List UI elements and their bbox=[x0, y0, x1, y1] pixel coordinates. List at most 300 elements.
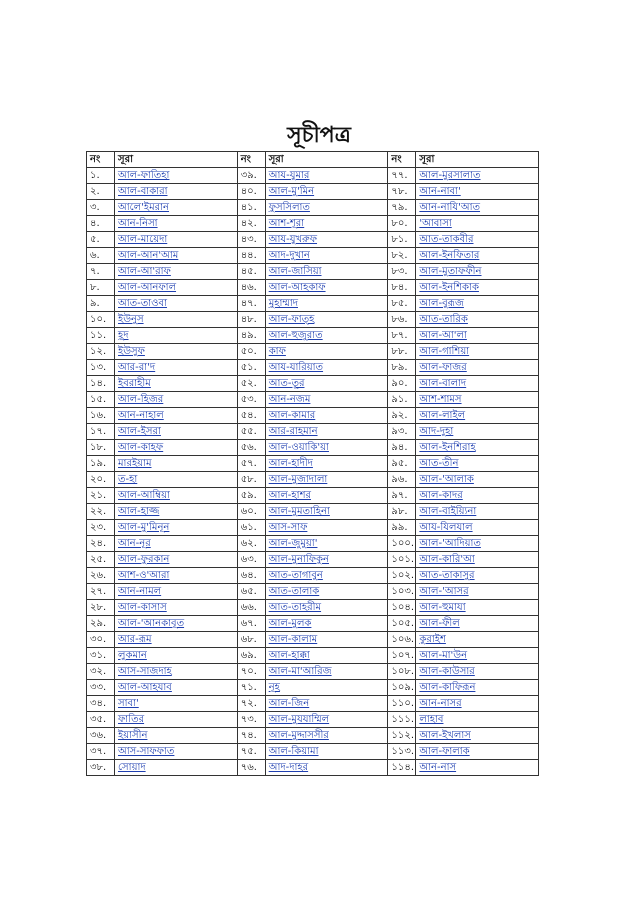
table-row bbox=[87, 408, 539, 424]
surah-number: ৯১. bbox=[388, 392, 416, 408]
surah-link[interactable]: আত-তাকাসুর bbox=[419, 570, 475, 581]
surah-number: ৬৬. bbox=[237, 600, 265, 616]
surah-cell bbox=[265, 632, 388, 648]
surah-link[interactable]: ফুসসিলাত bbox=[268, 202, 310, 213]
table-row bbox=[87, 216, 539, 232]
surah-link[interactable]: আন-নিসা bbox=[118, 218, 158, 229]
surah-cell bbox=[416, 216, 539, 232]
surah-link[interactable]: আল-'আনকাবূত bbox=[118, 618, 185, 629]
surah-link[interactable]: আত-তাওবা bbox=[118, 298, 168, 309]
surah-cell bbox=[115, 712, 238, 728]
surah-number: ৬৩. bbox=[237, 552, 265, 568]
table-row bbox=[87, 680, 539, 696]
table-body bbox=[87, 168, 539, 776]
surah-link[interactable]: আত-তাকবীর bbox=[419, 234, 474, 245]
surah-cell bbox=[265, 408, 388, 424]
surah-number: ১৮. bbox=[87, 440, 115, 456]
surah-link[interactable]: আস-সাফফাত bbox=[118, 746, 175, 757]
surah-cell bbox=[416, 696, 539, 712]
surah-number: ১১০. bbox=[388, 696, 416, 712]
surah-link[interactable]: আল-ইখলাস bbox=[419, 730, 471, 741]
surah-link[interactable]: কাফ bbox=[268, 346, 286, 357]
surah-number: ৬. bbox=[87, 248, 115, 264]
surah-cell bbox=[265, 648, 388, 664]
surah-number: ৭০. bbox=[237, 664, 265, 680]
surah-number: ৭২. bbox=[237, 696, 265, 712]
surah-link[interactable]: আত-তারিক bbox=[419, 314, 468, 325]
surah-link[interactable]: আল-কাউসার bbox=[419, 666, 475, 677]
surah-number: ৭. bbox=[87, 264, 115, 280]
surah-number: ৮৩. bbox=[388, 264, 416, 280]
surah-cell bbox=[115, 440, 238, 456]
surah-number: ৭৪. bbox=[237, 728, 265, 744]
surah-number: ১৫. bbox=[87, 392, 115, 408]
surah-cell bbox=[416, 520, 539, 536]
surah-number: ৯৬. bbox=[388, 472, 416, 488]
surah-link[interactable]: আল-গাশিয়া bbox=[419, 346, 470, 357]
surah-link[interactable]: আল-মুলক bbox=[268, 618, 312, 629]
surah-cell bbox=[265, 216, 388, 232]
surah-cell bbox=[416, 536, 539, 552]
surah-number: ৪৯. bbox=[237, 328, 265, 344]
table-row bbox=[87, 424, 539, 440]
surah-link[interactable]: আল-আম্বিয়া bbox=[118, 490, 170, 501]
surah-cell bbox=[115, 744, 238, 760]
table-row bbox=[87, 232, 539, 248]
surah-link[interactable]: আল-জুমুয়া' bbox=[268, 538, 318, 549]
surah-number: ২১. bbox=[87, 488, 115, 504]
table-row bbox=[87, 344, 539, 360]
surah-number: ১১১. bbox=[388, 712, 416, 728]
table-row bbox=[87, 744, 539, 760]
surah-link[interactable]: আন-নাহাল bbox=[118, 410, 164, 421]
surah-link[interactable]: আল-ইনফিতার bbox=[419, 250, 480, 261]
surah-cell bbox=[115, 648, 238, 664]
surah-link[interactable]: আত-তীন bbox=[419, 458, 459, 469]
surah-link[interactable]: আদ-দুহা bbox=[419, 426, 454, 437]
surah-link[interactable]: আল-হাক্কা bbox=[268, 650, 310, 661]
surah-link[interactable]: আল-মুদ্দাসসীর bbox=[268, 730, 329, 741]
surah-number: ৪০. bbox=[237, 184, 265, 200]
surah-link[interactable]: মুহাম্মাদ bbox=[268, 298, 298, 309]
surah-number: ৪২. bbox=[237, 216, 265, 232]
surah-link[interactable]: আস-সাজদাহ bbox=[118, 666, 172, 677]
number-header: নং bbox=[388, 152, 416, 168]
surah-link[interactable]: আন-নাযি'আত bbox=[419, 202, 481, 213]
surah-number: ৯. bbox=[87, 296, 115, 312]
surah-cell bbox=[115, 456, 238, 472]
surah-cell bbox=[416, 248, 539, 264]
surah-cell bbox=[115, 536, 238, 552]
surah-cell bbox=[416, 184, 539, 200]
surah-number: ৫৬. bbox=[237, 440, 265, 456]
surah-link[interactable]: আল-ইনশিকাক bbox=[419, 282, 479, 293]
surah-cell bbox=[416, 264, 539, 280]
surah-number: ৩০. bbox=[87, 632, 115, 648]
surah-link[interactable]: আল-জাসিয়া bbox=[268, 266, 322, 277]
table-row bbox=[87, 728, 539, 744]
table-row bbox=[87, 712, 539, 728]
surah-cell bbox=[265, 392, 388, 408]
surah-link[interactable]: আন-নামল bbox=[118, 586, 162, 597]
surah-link[interactable]: আর-রাহমান bbox=[268, 426, 318, 437]
surah-link[interactable]: আল-ফাজর bbox=[419, 362, 467, 373]
surah-number: ৫৪. bbox=[237, 408, 265, 424]
surah-cell bbox=[115, 360, 238, 376]
surah-number: ৯৫. bbox=[388, 456, 416, 472]
surah-number: ৩৮. bbox=[87, 760, 115, 776]
surah-link[interactable]: আল-ওয়াকি'য়া bbox=[268, 442, 329, 453]
surah-number: ৪৭. bbox=[237, 296, 265, 312]
surah-cell bbox=[115, 680, 238, 696]
surah-number: ৭৬. bbox=[237, 760, 265, 776]
surah-number: ১০৮. bbox=[388, 664, 416, 680]
table-row bbox=[87, 552, 539, 568]
surah-number: ৯৭. bbox=[388, 488, 416, 504]
surah-number: ১১২. bbox=[388, 728, 416, 744]
surah-link[interactable]: আল-কাসাস bbox=[118, 602, 167, 613]
surah-cell bbox=[115, 504, 238, 520]
surah-number: ৮১. bbox=[388, 232, 416, 248]
surah-link[interactable]: আর-রূম bbox=[118, 634, 152, 645]
table-row bbox=[87, 568, 539, 584]
surah-number: ৬৭. bbox=[237, 616, 265, 632]
surah-link[interactable]: আল-কালাম bbox=[268, 634, 318, 645]
surah-link[interactable]: হূদ bbox=[118, 330, 129, 341]
surah-link[interactable]: আত-তাহরীম bbox=[268, 602, 322, 613]
surah-link[interactable]: ত-হা bbox=[118, 474, 138, 485]
surah-link[interactable]: আস-সাফ bbox=[268, 522, 308, 533]
surah-cell bbox=[416, 280, 539, 296]
surah-link[interactable]: আয-যুমার bbox=[268, 170, 310, 181]
surah-cell bbox=[115, 472, 238, 488]
surah-link[interactable]: আল-মু'মিনূন bbox=[118, 522, 170, 533]
surah-number: ৭৯. bbox=[388, 200, 416, 216]
surah-number: ২০. bbox=[87, 472, 115, 488]
surah-number: ৮০. bbox=[388, 216, 416, 232]
surah-link[interactable]: সাবা' bbox=[118, 698, 139, 709]
surah-link[interactable]: লাহাব bbox=[419, 714, 444, 725]
table-row bbox=[87, 280, 539, 296]
surah-index-table bbox=[86, 151, 539, 776]
surah-number: ৮৬. bbox=[388, 312, 416, 328]
surah-link[interactable]: লুকমান bbox=[118, 650, 147, 661]
table-row bbox=[87, 504, 539, 520]
surah-cell bbox=[115, 552, 238, 568]
surah-link[interactable]: আল-আ'রাফ bbox=[118, 266, 171, 277]
surah-number: ৭৩. bbox=[237, 712, 265, 728]
surah-number: ১১৩. bbox=[388, 744, 416, 760]
table-row bbox=[87, 760, 539, 776]
surah-link[interactable]: কুরাইশ bbox=[419, 634, 446, 645]
surah-number: ৪১. bbox=[237, 200, 265, 216]
surah-number: ৮৯. bbox=[388, 360, 416, 376]
surah-link[interactable]: ইউনুস bbox=[118, 314, 144, 325]
surah-number: ৪. bbox=[87, 216, 115, 232]
surah-link[interactable]: আল-মুনাফিকুন bbox=[268, 554, 329, 565]
table-row bbox=[87, 616, 539, 632]
surah-link[interactable]: আল-আহযাব bbox=[118, 682, 172, 693]
surah-link[interactable]: আল-ফাত্হ bbox=[268, 314, 315, 325]
surah-link[interactable]: আয-যারিয়াত bbox=[268, 362, 324, 373]
surah-link[interactable]: আল-আহকাফ bbox=[268, 282, 326, 293]
surah-link[interactable]: আন-নাবা' bbox=[419, 186, 461, 197]
surah-link[interactable]: আল-ইনশিরাহ bbox=[419, 442, 476, 453]
surah-link[interactable]: আল-মুতাফফীন bbox=[419, 266, 482, 277]
surah-cell bbox=[265, 664, 388, 680]
surah-cell bbox=[115, 232, 238, 248]
surah-cell bbox=[115, 200, 238, 216]
surah-number: ৪৪. bbox=[237, 248, 265, 264]
table-row bbox=[87, 264, 539, 280]
surah-link[interactable]: আল-কাহফ bbox=[118, 442, 164, 453]
surah-link[interactable]: আল-'আসর bbox=[419, 586, 469, 597]
surah-link[interactable]: আল-মা'উন bbox=[419, 650, 468, 661]
surah-link[interactable]: আল-হিজর bbox=[118, 394, 164, 405]
surah-cell bbox=[265, 344, 388, 360]
surah-number: ২২. bbox=[87, 504, 115, 520]
surah-number: ১৬. bbox=[87, 408, 115, 424]
surah-link[interactable]: আর-রা'দ bbox=[118, 362, 156, 373]
surah-link[interactable]: আশ-ও'আরা bbox=[118, 570, 170, 581]
surah-cell bbox=[115, 392, 238, 408]
surah-number: ৩৫. bbox=[87, 712, 115, 728]
surah-cell bbox=[115, 600, 238, 616]
number-header: নং bbox=[87, 152, 115, 168]
surah-link[interactable]: আল-মুরসালাত bbox=[419, 170, 481, 181]
surah-cell bbox=[265, 744, 388, 760]
surah-number: ৩১. bbox=[87, 648, 115, 664]
header-row bbox=[87, 152, 539, 168]
table-row bbox=[87, 664, 539, 680]
surah-cell bbox=[416, 456, 539, 472]
surah-link[interactable]: সোয়াদ bbox=[118, 762, 146, 773]
surah-number: ৩৯. bbox=[237, 168, 265, 184]
surah-link[interactable]: আল-ফুরকান bbox=[118, 554, 170, 565]
surah-number: ৮. bbox=[87, 280, 115, 296]
surah-link[interactable]: আল-হুজুরাত bbox=[268, 330, 323, 341]
surah-cell bbox=[265, 584, 388, 600]
surah-cell bbox=[265, 504, 388, 520]
surah-header: সূরা bbox=[265, 152, 388, 168]
surah-number: ১০৫. bbox=[388, 616, 416, 632]
surah-link[interactable]: আল-ফীল bbox=[419, 618, 460, 629]
surah-link[interactable]: আল-কারি'আ bbox=[419, 554, 475, 565]
surah-number: ৯৮. bbox=[388, 504, 416, 520]
surah-cell bbox=[416, 328, 539, 344]
surah-cell bbox=[416, 424, 539, 440]
surah-link[interactable]: আল-বুরূজ bbox=[419, 298, 464, 309]
table-row bbox=[87, 168, 539, 184]
surah-link[interactable]: আশ-শামস bbox=[419, 394, 462, 405]
surah-cell bbox=[115, 184, 238, 200]
surah-number: ২৮. bbox=[87, 600, 115, 616]
surah-number: ৫৩. bbox=[237, 392, 265, 408]
surah-number: ১৯. bbox=[87, 456, 115, 472]
surah-link[interactable]: আল-কাদর bbox=[419, 490, 463, 501]
surah-link[interactable]: আশ-শূরা bbox=[268, 218, 305, 229]
surah-number: ২৬. bbox=[87, 568, 115, 584]
surah-link[interactable]: আল-মা'আরিজ bbox=[268, 666, 332, 677]
surah-link[interactable]: আন-নাস bbox=[419, 762, 457, 773]
surah-number: ৯৩. bbox=[388, 424, 416, 440]
surah-number: ১০০. bbox=[388, 536, 416, 552]
surah-link[interactable]: আল-হাদীদ bbox=[268, 458, 313, 469]
surah-link[interactable]: আলে'ইমরান bbox=[118, 202, 170, 213]
surah-number: ৯০. bbox=[388, 376, 416, 392]
surah-cell bbox=[265, 616, 388, 632]
surah-number: ৫০. bbox=[237, 344, 265, 360]
surah-link[interactable]: আদ-দাহর bbox=[268, 762, 309, 773]
surah-number: ১৪. bbox=[87, 376, 115, 392]
surah-number: ২. bbox=[87, 184, 115, 200]
surah-number: ১০. bbox=[87, 312, 115, 328]
surah-cell bbox=[416, 344, 539, 360]
surah-link[interactable]: আল-মুমতাহিনা bbox=[268, 506, 330, 517]
surah-cell bbox=[416, 392, 539, 408]
surah-cell bbox=[416, 504, 539, 520]
surah-link[interactable]: আল-মুযযাম্মিল bbox=[268, 714, 330, 725]
surah-cell bbox=[115, 584, 238, 600]
surah-cell bbox=[115, 760, 238, 776]
table-row bbox=[87, 312, 539, 328]
surah-cell bbox=[265, 712, 388, 728]
surah-link[interactable]: আন-নাসর bbox=[419, 698, 462, 709]
number-header: নং bbox=[237, 152, 265, 168]
surah-number: ২৩. bbox=[87, 520, 115, 536]
table-row bbox=[87, 536, 539, 552]
surah-link[interactable]: আল-হুমাযা bbox=[419, 602, 466, 613]
surah-link[interactable]: আল-কিয়ামা bbox=[268, 746, 319, 757]
surah-link[interactable]: আল-মুজাদালা bbox=[268, 474, 328, 485]
surah-number: ৬২. bbox=[237, 536, 265, 552]
surah-cell bbox=[115, 520, 238, 536]
surah-cell bbox=[265, 440, 388, 456]
surah-link[interactable]: আল-ফাতিহা bbox=[118, 170, 170, 181]
surah-link[interactable]: আত-তাগাবুন bbox=[268, 570, 323, 581]
surah-cell bbox=[115, 248, 238, 264]
surah-cell bbox=[416, 664, 539, 680]
surah-link[interactable]: নূহ bbox=[268, 682, 280, 693]
surah-cell bbox=[416, 488, 539, 504]
surah-number: ৬১. bbox=[237, 520, 265, 536]
table-row bbox=[87, 248, 539, 264]
surah-cell bbox=[416, 728, 539, 744]
surah-link[interactable]: আল-আনফাল bbox=[118, 282, 177, 293]
surah-link[interactable]: ইয়াসীন bbox=[118, 730, 148, 741]
surah-cell bbox=[115, 424, 238, 440]
table-row bbox=[87, 360, 539, 376]
surah-number: ১০৩. bbox=[388, 584, 416, 600]
surah-link[interactable]: আয-যিলযাল bbox=[419, 522, 473, 533]
surah-link[interactable]: আল-লাইল bbox=[419, 410, 466, 421]
surah-link[interactable]: আল-আন'আম bbox=[118, 250, 179, 261]
surah-link[interactable]: মারইয়াম bbox=[118, 458, 152, 469]
surah-cell bbox=[416, 408, 539, 424]
surah-cell bbox=[416, 552, 539, 568]
surah-link[interactable]: আয-যুখরুফ bbox=[268, 234, 318, 245]
table-row bbox=[87, 456, 539, 472]
surah-cell bbox=[265, 568, 388, 584]
table-row bbox=[87, 584, 539, 600]
table-row bbox=[87, 648, 539, 664]
table-row bbox=[87, 392, 539, 408]
surah-cell bbox=[265, 696, 388, 712]
surah-number: ৩৩. bbox=[87, 680, 115, 696]
surah-number: ১১৪. bbox=[388, 760, 416, 776]
surah-number: ৪৩. bbox=[237, 232, 265, 248]
surah-number: ৩৭. bbox=[87, 744, 115, 760]
surah-link[interactable]: আন-নজম bbox=[268, 394, 311, 405]
surah-cell bbox=[265, 680, 388, 696]
surah-number: ৩২. bbox=[87, 664, 115, 680]
surah-cell bbox=[416, 616, 539, 632]
surah-number: ৪৮. bbox=[237, 312, 265, 328]
surah-link[interactable]: আল-'আদিয়াত bbox=[419, 538, 481, 549]
surah-cell bbox=[416, 568, 539, 584]
surah-link[interactable]: আল-আ'লা bbox=[419, 330, 467, 341]
surah-link[interactable]: ইবরাহীম bbox=[118, 378, 151, 389]
surah-link[interactable]: 'আবাসা bbox=[419, 218, 452, 229]
surah-cell bbox=[115, 488, 238, 504]
surah-link[interactable]: আল-ইসরা bbox=[118, 426, 161, 437]
surah-link[interactable]: আত-তূর bbox=[268, 378, 305, 389]
table-row bbox=[87, 520, 539, 536]
surah-link[interactable]: ফাতির bbox=[118, 714, 145, 725]
surah-number: ১০১. bbox=[388, 552, 416, 568]
surah-link[interactable]: আল-ফালাক bbox=[419, 746, 470, 757]
surah-link[interactable]: আল-মায়েদা bbox=[118, 234, 168, 245]
surah-number: ৮৮. bbox=[388, 344, 416, 360]
surah-cell bbox=[416, 744, 539, 760]
surah-cell bbox=[265, 200, 388, 216]
surah-link[interactable]: আন-নূর bbox=[118, 538, 151, 549]
surah-cell bbox=[416, 200, 539, 216]
surah-number: ৮২. bbox=[388, 248, 416, 264]
table-row bbox=[87, 696, 539, 712]
surah-cell bbox=[416, 712, 539, 728]
surah-link[interactable]: আল-হাজ্জ bbox=[118, 506, 160, 517]
surah-cell bbox=[265, 328, 388, 344]
surah-cell bbox=[265, 424, 388, 440]
surah-number: ৪৫. bbox=[237, 264, 265, 280]
table-row bbox=[87, 472, 539, 488]
table-row bbox=[87, 328, 539, 344]
surah-link[interactable]: আদ-দুখান bbox=[268, 250, 310, 261]
surah-number: ১০২. bbox=[388, 568, 416, 584]
surah-link[interactable]: আল-হাশর bbox=[268, 490, 311, 501]
surah-link[interactable]: আল-মু'মিন bbox=[268, 186, 315, 197]
surah-cell bbox=[115, 280, 238, 296]
surah-cell bbox=[416, 584, 539, 600]
surah-link[interactable]: ইউসুফ bbox=[118, 346, 145, 357]
surah-link[interactable]: আল-বাকারা bbox=[118, 186, 168, 197]
surah-link[interactable]: আল-'আলাক bbox=[419, 474, 474, 485]
surah-cell bbox=[265, 376, 388, 392]
surah-link[interactable]: আল-কাফিরূন bbox=[419, 682, 476, 693]
surah-link[interactable]: আল-বাইয়্যিনা bbox=[419, 506, 477, 517]
surah-link[interactable]: আল-বালাদ bbox=[419, 378, 467, 389]
surah-cell bbox=[416, 680, 539, 696]
surah-cell bbox=[115, 664, 238, 680]
surah-link[interactable]: আল-কামার bbox=[268, 410, 316, 421]
surah-number: ৮৭. bbox=[388, 328, 416, 344]
surah-link[interactable]: আল-জিন bbox=[268, 698, 310, 709]
surah-number: ৫২. bbox=[237, 376, 265, 392]
surah-number: ১৩. bbox=[87, 360, 115, 376]
surah-cell bbox=[115, 328, 238, 344]
surah-link[interactable]: আত-তালাক bbox=[268, 586, 320, 597]
